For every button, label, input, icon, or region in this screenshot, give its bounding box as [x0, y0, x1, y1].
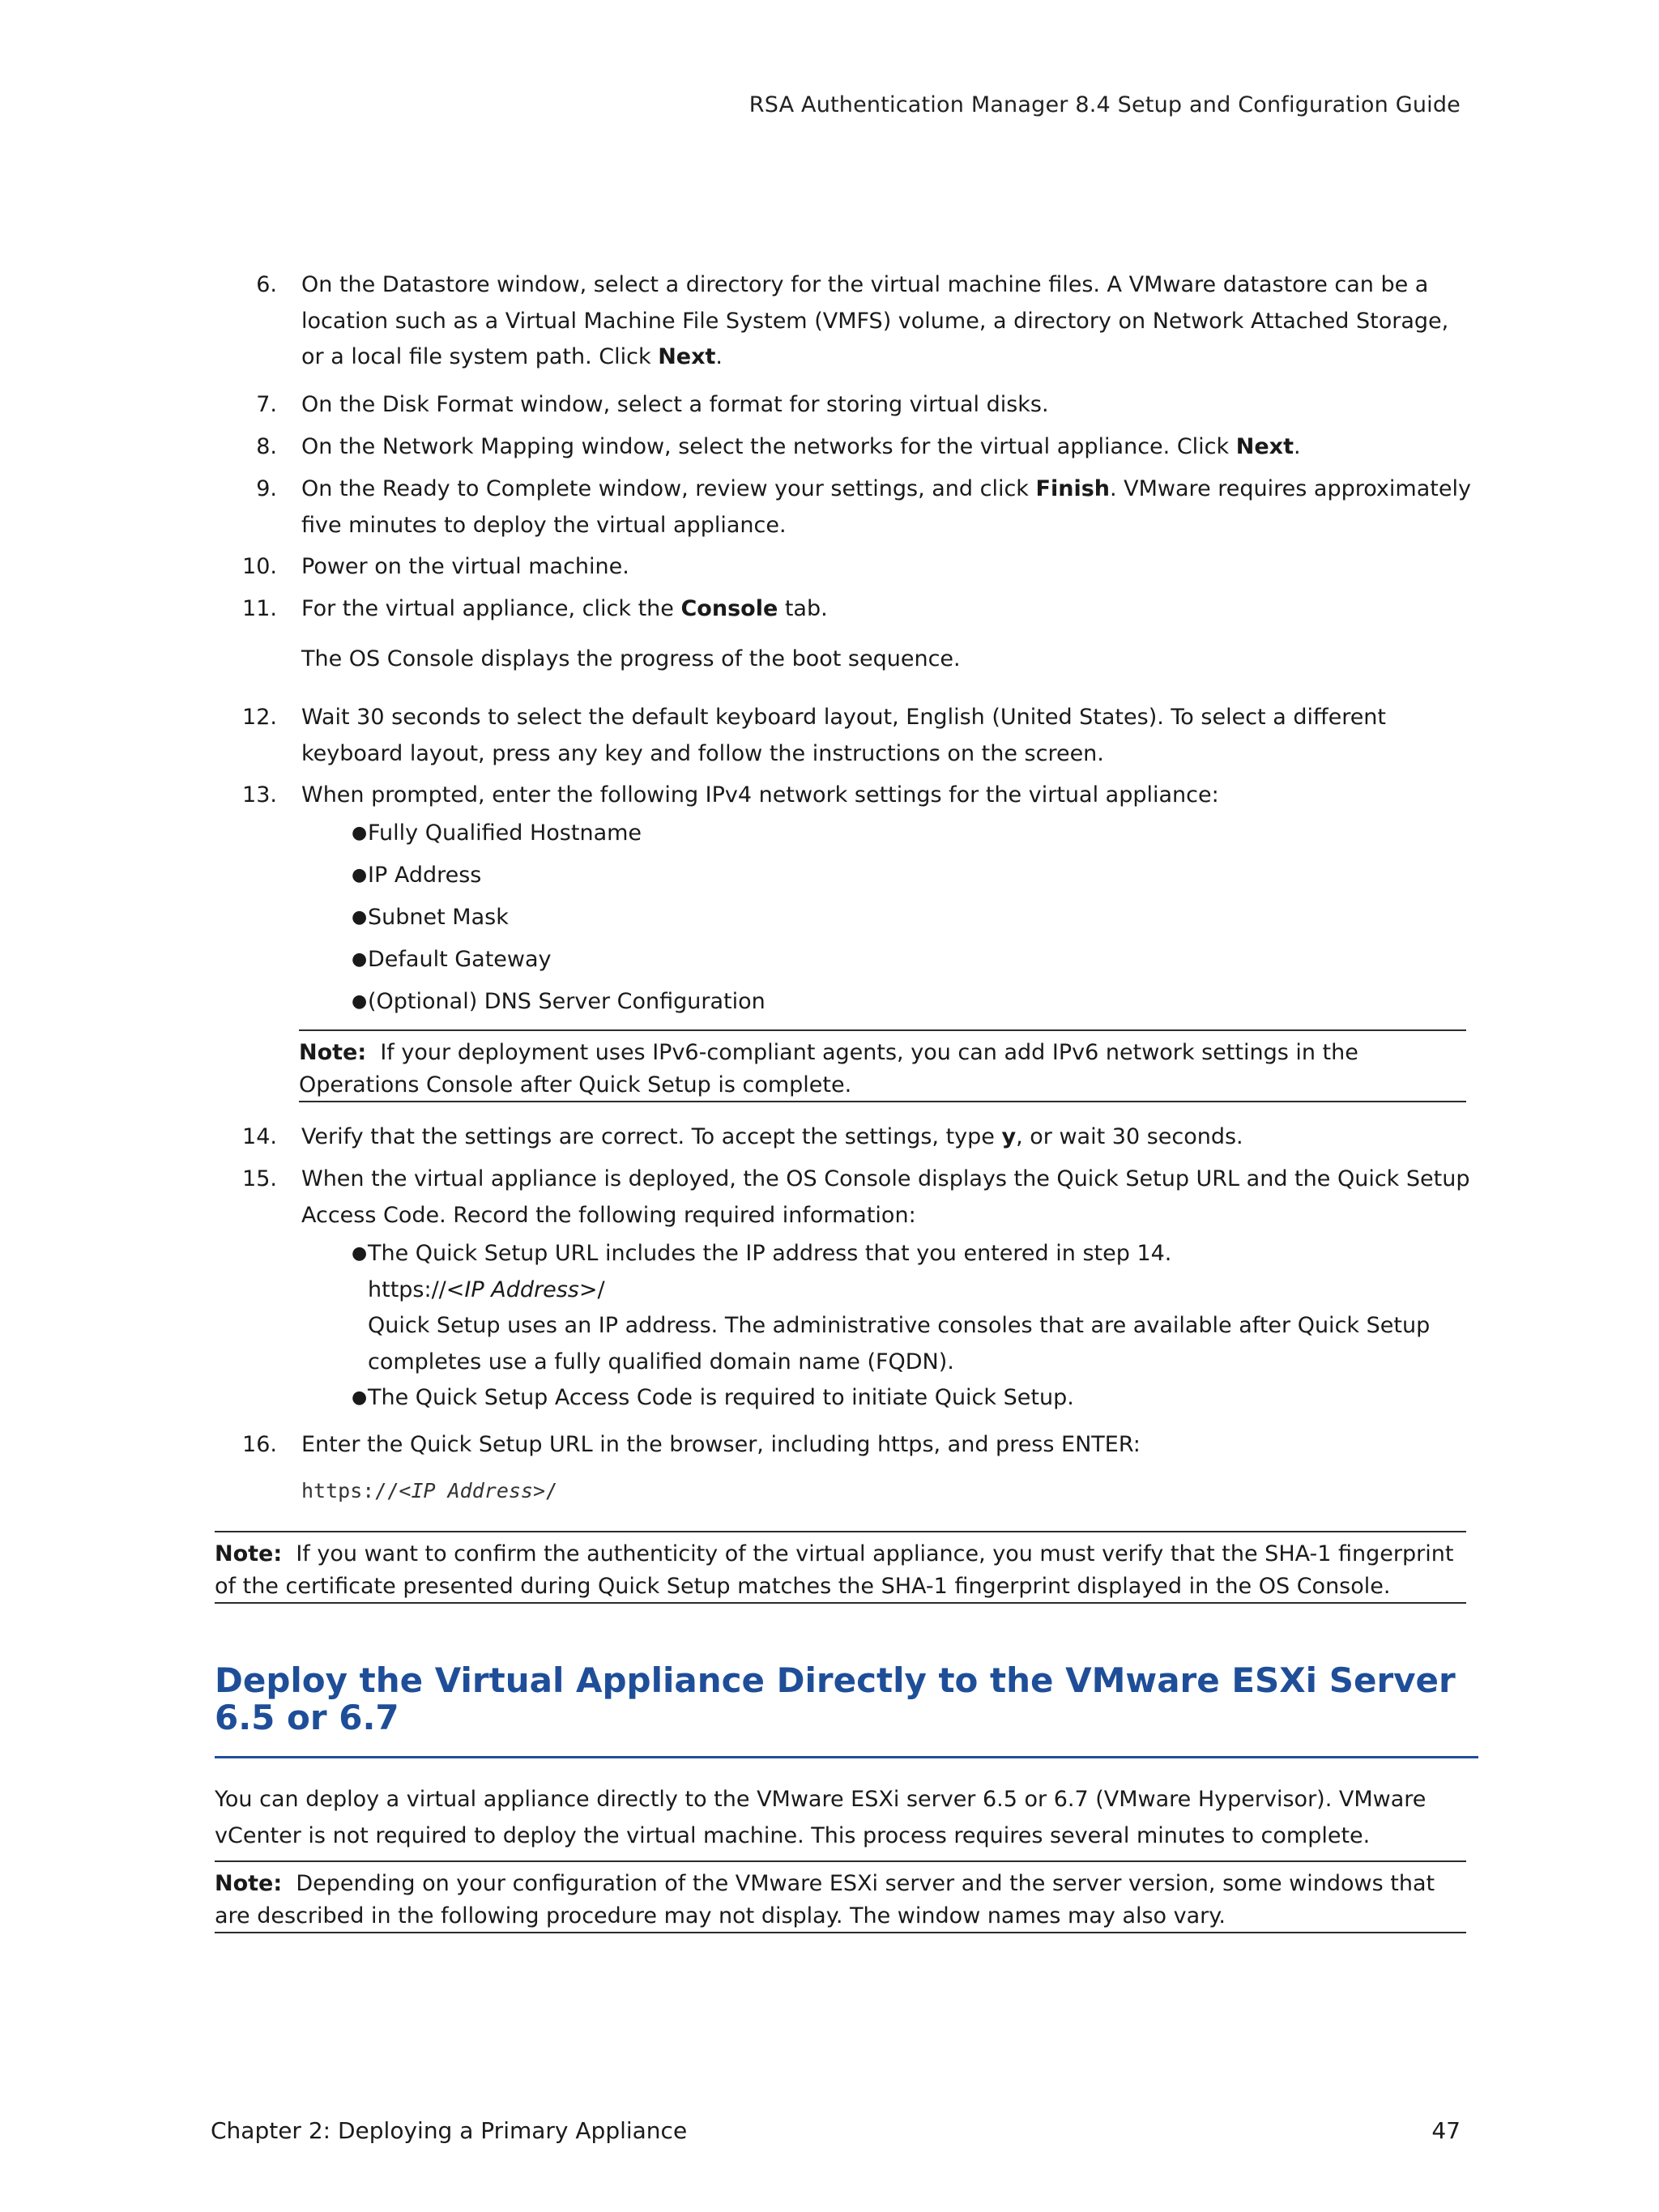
- step-number: 13.: [242, 782, 277, 808]
- list-item-text: IP Address: [368, 863, 482, 888]
- code-prefix: https://: [301, 1479, 399, 1502]
- section-intro: You can deploy a virtual appliance directly to the VMware ESXi server 6.5 or 6.7 (VMware Hypervisor). VMware vCenter is not required to deploy the virtual machine. This process requires several minutes to complete.: [215, 1787, 1427, 1848]
- list-item: [352, 942, 1469, 978]
- step-text-bold: y: [1001, 1124, 1017, 1149]
- note-text: If your deployment uses IPv6-compliant agents, you can add IPv6 network settings in the Operations Console after Quick Setup is complete.: [299, 1040, 1358, 1097]
- url-variable: <IP Address>: [446, 1276, 598, 1302]
- step-text-pre: On the Network Mapping window, select the networks for the virtual appliance. Click: [301, 434, 1236, 459]
- code-suffix: /: [545, 1479, 558, 1502]
- list-item: [352, 816, 1469, 852]
- step-text-pre: On the Datastore window, select a directory for the virtual machine files. A VMware datastore can be a location such as a Virtual Machine File System (VMFS) volume, a directory on Network Attached Storage, or a local file system path. Click: [301, 272, 1449, 369]
- step-text-bold: Next: [658, 344, 716, 369]
- step-number: 16.: [242, 1432, 277, 1457]
- step-text: [301, 267, 1476, 376]
- note-ipv6: [299, 1029, 1466, 1102]
- step-number: 8.: [256, 434, 277, 459]
- code-url: [301, 1479, 557, 1502]
- note-text: If you want to confirm the authenticity of the virtual appliance, you must verify that the SHA-1 fingerprint of the certificate presented during Quick Setup matches the SHA-1 fingerprint displayed in the OS Console.: [215, 1541, 1454, 1599]
- list-item: [352, 984, 1469, 1021]
- step-text: Enter the Quick Setup URL in the browser, including https, and press ENTER:: [301, 1432, 1141, 1457]
- step-number: 15.: [242, 1166, 277, 1191]
- footer-page-number: 47: [1431, 2117, 1461, 2144]
- bullet-icon: ●: [352, 865, 368, 885]
- step-number: 9.: [256, 476, 277, 501]
- step-number: 10.: [242, 554, 277, 579]
- list-item-text: Fully Qualified Hostname: [368, 820, 642, 846]
- list-item: [352, 858, 1469, 894]
- note-windows-vary: [215, 1860, 1466, 1933]
- step-text: [301, 471, 1476, 543]
- step-number: 14.: [242, 1124, 277, 1149]
- running-header: RSA Authentication Manager 8.4 Setup and Configuration Guide: [748, 92, 1461, 117]
- note-label: Note:: [215, 1871, 283, 1896]
- step-text-post: .: [1293, 434, 1301, 459]
- step-text-pre: Verify that the settings are correct. To accept the settings, type: [301, 1124, 1002, 1149]
- list-item-detail: Quick Setup uses an IP address. The administrative consoles that are available after Quick Setup completes use a fully qualified domain name (FQDN).: [368, 1313, 1431, 1375]
- step-text: When the virtual appliance is deployed, the OS Console displays the Quick Setup URL and the Quick Setup Access Code. Record the following required information:: [301, 1166, 1470, 1228]
- step-text-pre: On the Ready to Complete window, review your settings, and click: [301, 476, 1036, 501]
- step-text-bold: Finish: [1035, 476, 1110, 501]
- list-item-text: Default Gateway: [368, 947, 552, 972]
- step-text-post: tab.: [778, 596, 828, 621]
- step-11-result: The OS Console displays the progress of the boot sequence.: [301, 646, 961, 671]
- step-text-post: .: [715, 344, 723, 369]
- bullet-icon: ●: [352, 907, 368, 927]
- step-text-bold: Console: [680, 596, 778, 621]
- step-number: 7.: [256, 392, 277, 417]
- list-item: [352, 900, 1469, 936]
- list-item-text: The Quick Setup Access Code is required to initiate Quick Setup.: [368, 1385, 1074, 1410]
- bullet-icon: ●: [352, 991, 368, 1012]
- list-item-text: The Quick Setup URL includes the IP address that you entered in step 14.: [368, 1241, 1172, 1266]
- step-text: [301, 591, 1476, 628]
- step-number: 11.: [242, 596, 277, 621]
- bullet-icon: ●: [352, 949, 368, 970]
- list-item: [352, 1380, 1469, 1417]
- step-text-post: . VMware requires approximately five minutes to deploy the virtual appliance.: [301, 476, 1471, 538]
- step-text: [301, 429, 1476, 466]
- bullet-icon: ●: [352, 1243, 368, 1264]
- step-text-post: , or wait 30 seconds.: [1016, 1124, 1243, 1149]
- note-label: Note:: [215, 1541, 283, 1566]
- note-sha1: [215, 1531, 1466, 1604]
- step-text: [301, 1119, 1476, 1156]
- list-item: [352, 1236, 1469, 1380]
- code-variable: <IP Address>: [399, 1479, 546, 1502]
- url-suffix: /: [597, 1276, 605, 1302]
- section-heading: Deploy the Virtual Appliance Directly to the VMware ESXi Server 6.5 or 6.7: [215, 1662, 1478, 1758]
- step-text: On the Disk Format window, select a format for storing virtual disks.: [301, 392, 1049, 417]
- footer-chapter: Chapter 2: Deploying a Primary Appliance: [211, 2117, 688, 2144]
- bullet-icon: ●: [352, 1387, 368, 1408]
- step-number: 6.: [256, 272, 277, 297]
- list-item-text: Subnet Mask: [368, 905, 509, 930]
- bullet-icon: ●: [352, 823, 368, 843]
- step-number: 12.: [242, 705, 277, 730]
- note-text: Depending on your configuration of the VMware ESXi server and the server version, some windows that are described in the following procedure may not display. The window names may also vary.: [215, 1871, 1435, 1929]
- url-prefix: https://: [368, 1276, 446, 1302]
- step-text: When prompted, enter the following IPv4 network settings for the virtual appliance:: [301, 782, 1219, 808]
- step-text: Wait 30 seconds to select the default keyboard layout, English (United States). To select a different keyboard layout, press any key and follow the instructions on the screen.: [301, 705, 1387, 766]
- list-item-text: (Optional) DNS Server Configuration: [368, 989, 766, 1014]
- note-label: Note:: [299, 1040, 367, 1065]
- url-example: [368, 1272, 1469, 1309]
- step-text: Power on the virtual machine.: [301, 554, 629, 579]
- step-text-pre: For the virtual appliance, click the: [301, 596, 681, 621]
- step-text-bold: Next: [1235, 434, 1294, 459]
